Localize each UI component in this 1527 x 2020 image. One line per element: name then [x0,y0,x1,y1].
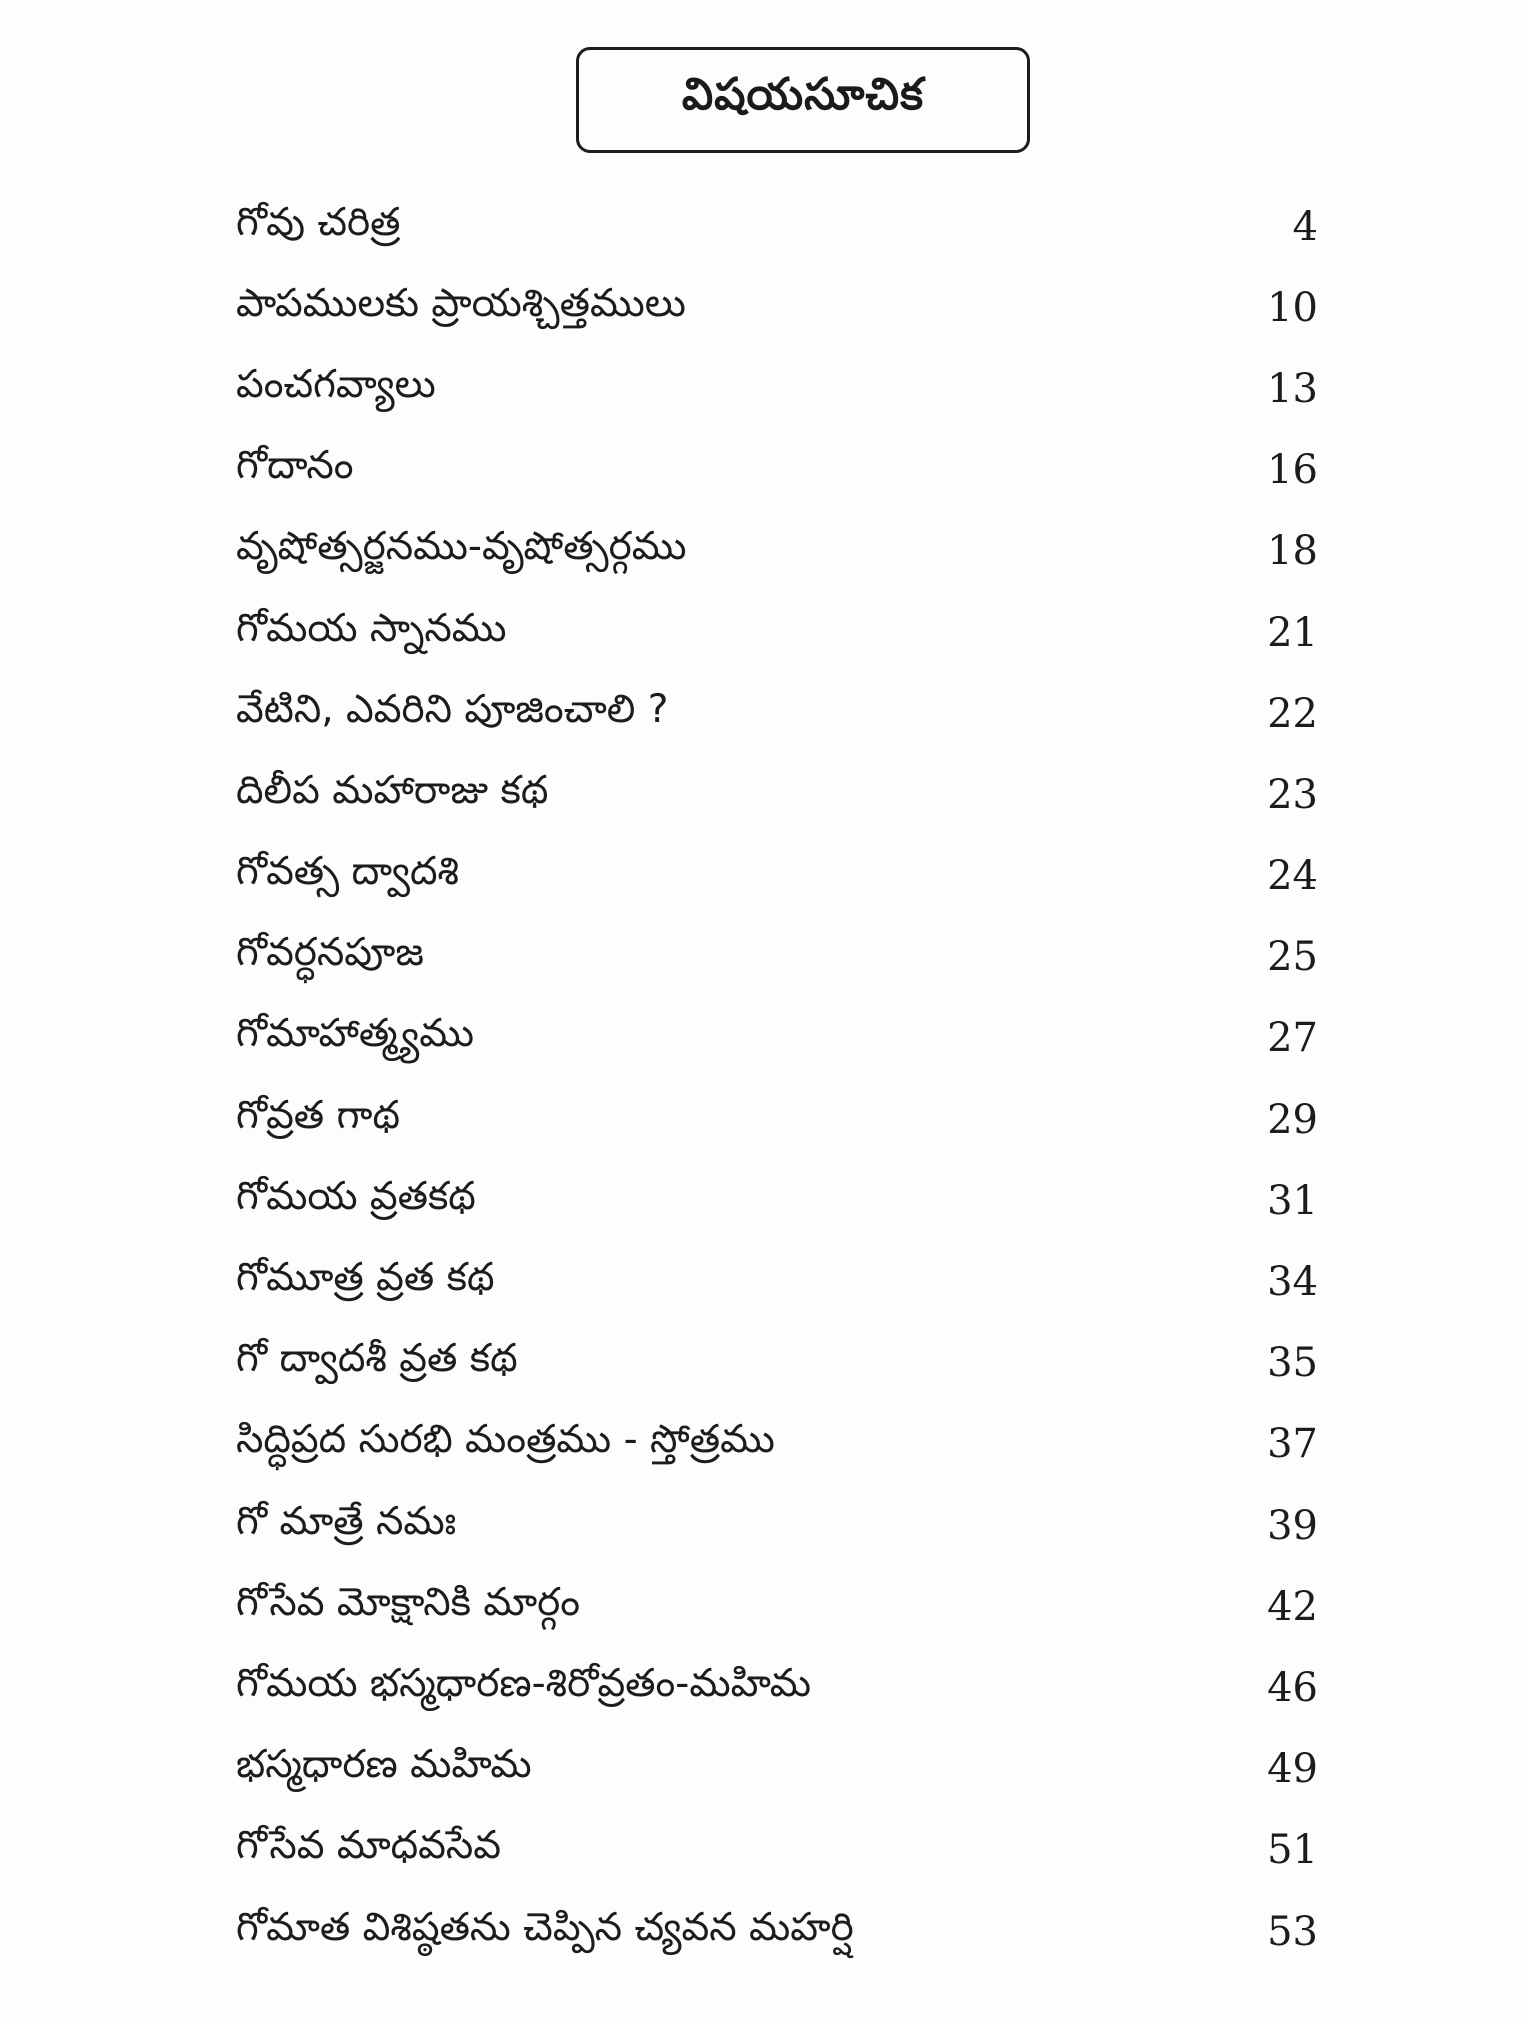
toc-entry-page: 25 [1267,934,1318,981]
toc-entry-page: 22 [1267,690,1318,737]
toc-entry-title: గోమాహాత్మ్యము [236,1011,474,1057]
toc-entry-page: 10 [1267,284,1318,331]
toc-entry-title: గోసేవ మోక్షానికి మార్గం [236,1579,581,1625]
toc-entry-page: 42 [1267,1583,1318,1630]
toc-entry-title: పంచగవ్యాలు [236,361,436,407]
toc-entry-page: 35 [1267,1340,1318,1387]
toc-entry [236,1566,1318,1647]
toc-entry-page: 27 [1267,1015,1318,1062]
toc-entry [236,1729,1318,1810]
heading-box [576,47,1030,153]
toc-entry-page: 21 [1267,609,1318,656]
toc-entry-title: గోమాత విశిష్ఠతను చెప్పిన చ్యవన మహర్షి [236,1904,854,1950]
toc-entry [236,998,1318,1079]
toc-entry-title: గోవ్రత గాథ [236,1092,400,1138]
toc-entry-title: గోమయ భస్మధారణ-శిరోవ్రతం-మహిమ [236,1660,811,1706]
toc-entry-page: 51 [1267,1827,1318,1874]
toc-entry [236,1485,1318,1566]
toc-entry-title: వృషోత్సర్జనము-వృషోత్సర్గము [236,524,687,570]
toc-entry-page: 13 [1267,365,1318,412]
toc-entry-page: 29 [1267,1096,1318,1143]
toc-entry [236,754,1318,835]
toc-entry [236,186,1318,267]
toc-entry [236,1647,1318,1728]
toc-entry [236,1404,1318,1485]
toc-entry-title: గోదానం [236,443,354,489]
table-of-contents [236,186,1318,1972]
toc-entry-title: గోవర్ధనపూజ [236,930,424,976]
toc-entry [236,592,1318,673]
toc-entry-page: 46 [1267,1664,1318,1711]
toc-entry-page: 24 [1267,853,1318,900]
toc-entry [236,267,1318,348]
toc-entry-title: గోవు చరిత్ర [236,199,401,245]
toc-entry [236,1241,1318,1322]
page-title: విషయసూచిక [681,69,925,120]
toc-entry-title: వేటిని, ఎవరిని పూజించాలి ? [236,686,669,732]
toc-entry-title: గో ద్వాదశీ వ్రత కథ [236,1336,518,1382]
toc-entry-page: 49 [1267,1746,1318,1793]
toc-entry-title: గో మాత్రే నమః [236,1498,457,1544]
toc-entry-page: 53 [1267,1908,1318,1955]
toc-entry-page: 4 [1292,203,1318,250]
toc-entry-page: 31 [1267,1177,1318,1224]
toc-entry [236,1323,1318,1404]
toc-entry [236,430,1318,511]
toc-entry-page: 34 [1267,1259,1318,1306]
toc-entry-page: 39 [1267,1502,1318,1549]
toc-entry [236,1891,1318,1972]
toc-entry [236,1160,1318,1241]
toc-entry-title: గోమూత్ర వ్రత కథ [236,1255,495,1301]
toc-entry-page: 23 [1267,771,1318,818]
toc-entry-title: దిలీప మహారాజు కథ [236,767,549,813]
toc-entry [236,673,1318,754]
toc-entry [236,917,1318,998]
toc-entry-page: 16 [1267,447,1318,494]
toc-entry [236,836,1318,917]
toc-entry-title: సిద్ధిప్రద సురభి మంత్రము - స్తోత్రము [236,1417,775,1463]
toc-entry-title: గోమయ స్నానము [236,605,507,651]
toc-entry [236,511,1318,592]
toc-entry [236,1079,1318,1160]
toc-entry-title: గోవత్స ద్వాదశి [236,849,459,895]
toc-entry-page: 37 [1267,1421,1318,1468]
toc-entry [236,348,1318,429]
toc-entry [236,1810,1318,1891]
toc-entry-title: గోసేవ మాధవసేవ [236,1823,502,1869]
toc-entry-title: భస్మధారణ మహిమ [236,1742,532,1788]
toc-entry-title: గోమయ వ్రతకథ [236,1173,476,1219]
toc-entry-title: పాపములకు ప్రాయశ్చిత్తములు [236,280,686,326]
toc-entry-page: 18 [1267,528,1318,575]
